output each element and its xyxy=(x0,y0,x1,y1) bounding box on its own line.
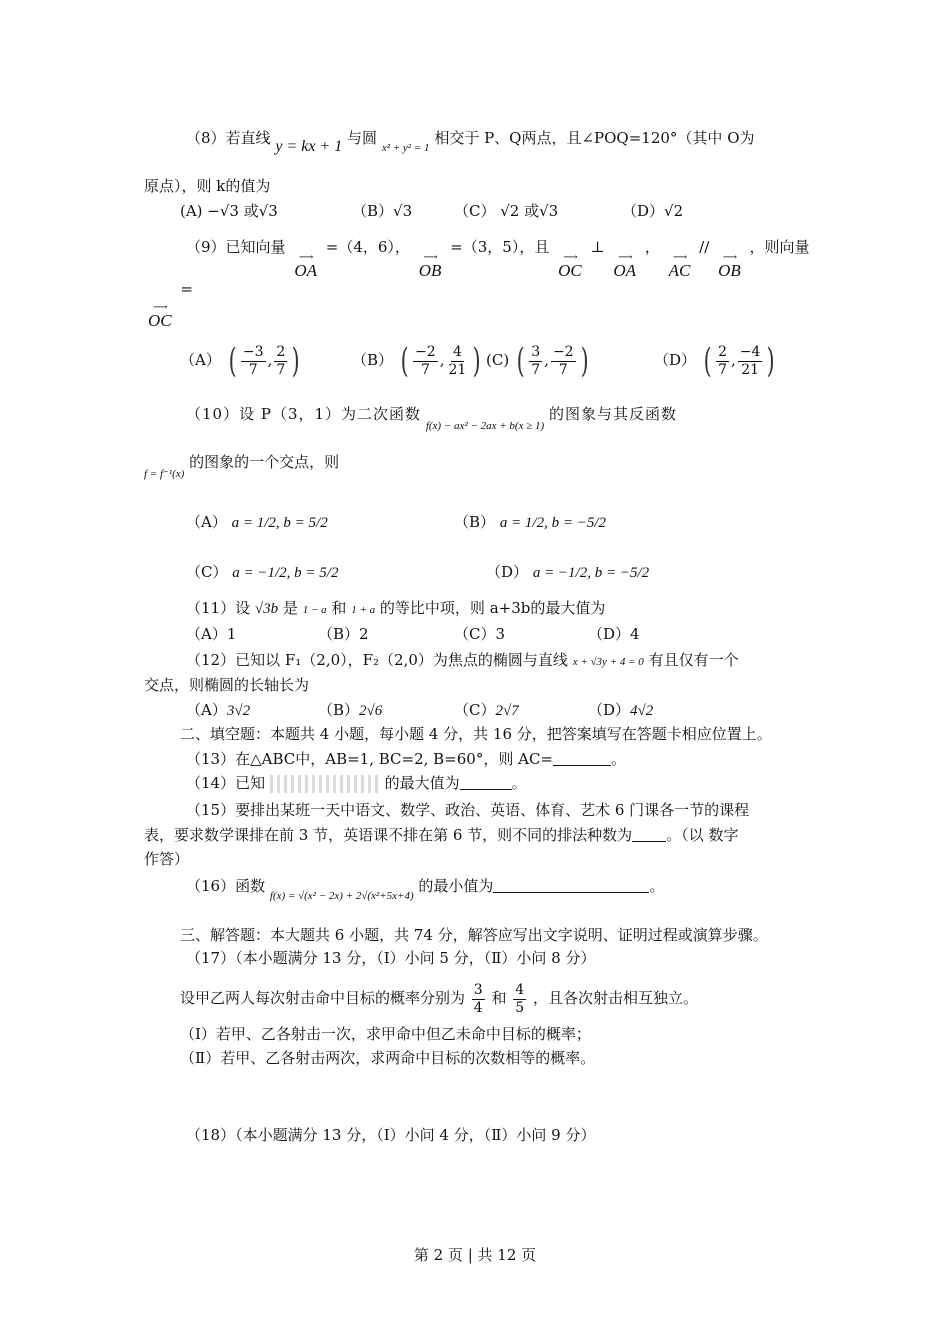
q14-line xyxy=(186,773,527,793)
q9-c-frac1 xyxy=(529,344,542,379)
q13-line xyxy=(186,749,626,769)
q11-term2: 1 + a xyxy=(351,604,376,616)
q16-text-b: 的最小值为 xyxy=(418,877,494,895)
q10-line1 xyxy=(186,404,677,432)
q17-body-b: ，且各次射击相互独立。 xyxy=(533,989,699,1007)
q9-b-d2: 21 xyxy=(448,361,467,378)
q16-end: 。 xyxy=(649,877,665,895)
q17-f1-den: 4 xyxy=(473,999,483,1016)
q9-a-n2: 2 xyxy=(276,343,286,360)
q9-oc2-label: OC xyxy=(148,311,172,330)
q9-d-d1: 7 xyxy=(718,361,727,378)
q17-fraction-2 xyxy=(513,982,526,1017)
q9-d-label: （D） xyxy=(654,351,697,369)
q17-fraction-1 xyxy=(472,982,485,1017)
q17-f2-num: 4 xyxy=(515,981,525,998)
q12-d-value: 4√2 xyxy=(630,703,654,719)
q12-line-equation: x + √3y + 4 = 0 xyxy=(572,656,644,668)
q9-a-n1: −3 xyxy=(242,343,264,360)
q8-line-equation: y = kx + 1 xyxy=(275,138,343,155)
q17-f2-den: 5 xyxy=(515,999,525,1016)
q10-b-math: a = 1/2, b = −5/2 xyxy=(499,515,607,531)
q11-option-d: （D）4 xyxy=(588,625,640,643)
q8-option-d: （D）√2 xyxy=(622,202,684,220)
q9-vector-oc: ⟶ OC xyxy=(558,252,582,280)
q12-text-b: 有且仅有一个 xyxy=(648,651,739,669)
q15-text-a: 表，要求数学课排在前 3 节，英语课不排在第 6 节，则不同的排法种数为 xyxy=(144,826,633,844)
q16-text-a: （16）函数 xyxy=(186,877,266,895)
q14-text-a: （14）已知 xyxy=(186,774,266,792)
q16-answer-blank xyxy=(493,878,649,893)
q10-c-math: a = −1/2, b = 5/2 xyxy=(232,565,339,581)
q11-option-c: （C）3 xyxy=(454,625,506,643)
q9-suffix: ，则向量 xyxy=(749,238,810,256)
q11-term1: 1 − a xyxy=(302,604,327,616)
q9-ob-value: =（3，5），且 xyxy=(450,238,550,256)
q10-inverse: f = f⁻¹(x) xyxy=(144,468,185,480)
q11-line1 xyxy=(186,598,605,620)
q16-line xyxy=(186,876,665,902)
q10-d-label: （D） xyxy=(486,563,529,581)
q15-line3: 作答） xyxy=(144,850,190,868)
q17-header: （17）（本小题满分 13 分，（Ⅰ）小问 5 分，（Ⅱ）小问 8 分） xyxy=(186,949,596,967)
q13-end: 。 xyxy=(611,750,627,768)
q9-c-d1: 7 xyxy=(531,361,541,378)
q9-option-a: （A） ( $\frac{-3}{7}$ , $\frac{2}{7}$ ) xyxy=(180,341,300,381)
q9-a-label: （A） xyxy=(180,351,221,369)
q9-vector-ac: ⟶ AC xyxy=(668,252,691,280)
q14-answer-blank xyxy=(460,775,512,790)
q12-line1 xyxy=(186,650,739,672)
q10-suffix: 的图象与其反函数 xyxy=(548,405,677,423)
q11-option-a: （A）1 xyxy=(186,625,237,643)
q9-d-n1: 2 xyxy=(718,343,727,360)
q17-body xyxy=(180,978,698,1018)
q10-line2-text: 的图象的一个交点，则 xyxy=(189,453,340,471)
q10-c-label: （C） xyxy=(186,563,228,581)
q9-a-d2: 7 xyxy=(276,361,286,378)
q12-text-a: （12）已知以 F₁（2,0），F₂（2,0）为焦点的椭圆与直线 xyxy=(186,651,568,669)
q9-c-frac2 xyxy=(551,344,576,379)
q9-d-frac1 xyxy=(716,344,729,379)
q8-text-a: （8）若直线 xyxy=(186,129,271,147)
q9-b-frac2 xyxy=(447,344,469,379)
q10-a-math: a = 1/2, b = 5/2 xyxy=(231,515,328,531)
q18-header: （18）（本小题满分 13 分，（Ⅰ）小问 4 分，（Ⅱ）小问 9 分） xyxy=(186,1126,596,1144)
q13-text: （13）在△ABC中，AB=1, BC=2, B=60°，则 AC= xyxy=(186,750,553,768)
section3-heading: 三、解答题：本大题共 6 小题，共 74 分，解答应写出文字说明、证明过程或演算步骤。 xyxy=(180,926,768,944)
q9-equals: = xyxy=(180,280,193,298)
q9-d-frac2 xyxy=(738,344,763,379)
q8-text-c: 相交于 P、Q两点，且∠POQ=120°（其中 O为 xyxy=(434,129,755,147)
q17-part1: （Ⅰ）若甲、乙各射击一次，求甲命中但乙未命中目标的概率； xyxy=(180,1025,591,1043)
q16-function: f(x) = √(x² − 2x) + 2√(x²+5x+4) xyxy=(269,890,414,902)
q9-line1 xyxy=(186,232,810,280)
q10-prefix: （10）设 P（3，1）为二次函数 xyxy=(186,405,422,423)
q12-c-value: 2√7 xyxy=(495,703,519,719)
q9-ob2-label: OB xyxy=(718,261,741,280)
q9-b-n2: 4 xyxy=(452,343,462,360)
q10-d-math: a = −1/2, b = −5/2 xyxy=(532,565,650,581)
q9-prefix: （9）已知向量 xyxy=(186,238,286,256)
q9-oc-label: OC xyxy=(558,261,582,280)
q11-option-b: （B）2 xyxy=(318,625,369,643)
q12-a-value: 3√2 xyxy=(226,703,251,719)
q9-vector-oa: ⟶ OA xyxy=(294,252,317,280)
q10-option-d xyxy=(486,562,649,583)
q9-c-label: (C) xyxy=(486,351,510,369)
q8-option-b: （B）√3 xyxy=(352,202,413,220)
q10-b-label: （B） xyxy=(454,513,496,531)
q8-circle-equation: x² + y² = 1 xyxy=(381,142,430,154)
q17-part2: （Ⅱ）若甲、乙各射击两次，求两命中目标的次数相等的概率。 xyxy=(180,1049,596,1067)
q9-option-d: （D） ( $\frac{2}{7}$ , $\frac{-4}{21}$ ) xyxy=(654,341,776,381)
q12-option-c xyxy=(454,700,519,721)
q11-text-b: 是 xyxy=(282,599,298,617)
q9-b-d1: 7 xyxy=(420,361,430,378)
q9-option-c: (C) ( $\frac{3}{7}$ , $\frac{-2}{7}$ ) xyxy=(486,341,589,381)
q12-d-label: （D） xyxy=(588,701,631,719)
q17-and: 和 xyxy=(491,989,507,1007)
q10-function: f(x) − ax² − 2ax + b(x ≥ 1) xyxy=(425,420,545,432)
q9-c-d2: 7 xyxy=(558,361,568,378)
q9-vector-ob: ⟶ OB xyxy=(418,252,442,280)
q9-b-n1: −2 xyxy=(415,343,436,360)
q9-line2 xyxy=(144,282,193,330)
q12-a-label: （A） xyxy=(186,701,227,719)
q9-c-n1: 3 xyxy=(531,343,541,360)
q9-b-frac1 xyxy=(413,344,438,379)
q12-line2: 交点，则椭圆的长轴长为 xyxy=(144,676,310,694)
q12-option-a xyxy=(186,700,250,721)
q11-text-d: 的等比中项，则 a+3b的最大值为 xyxy=(379,599,606,617)
q14-obscured-constraints xyxy=(270,775,380,793)
q9-oa2-label: OA xyxy=(613,261,637,280)
q9-vector-oa2: ⟶ OA xyxy=(613,252,637,280)
q11-sqrt3b: √3b xyxy=(254,601,279,617)
q9-ac-label: AC xyxy=(668,261,691,280)
q9-a-frac2 xyxy=(274,344,287,379)
q9-vector-oc2: ⟶ OC xyxy=(148,302,172,330)
q9-oa-value: =（4，6）， xyxy=(325,238,410,256)
q9-vector-ob2: ⟶ OB xyxy=(718,252,741,280)
q9-option-b: （B） ( $\frac{-2}{7}$ , $\frac{4}{21}$ ) xyxy=(352,341,481,381)
q8-text-b: 与圆 xyxy=(347,129,378,147)
q12-b-label: （B） xyxy=(318,701,360,719)
q10-line2 xyxy=(144,452,340,480)
q15-answer-blank xyxy=(632,827,666,842)
q10-option-a xyxy=(186,512,328,533)
q11-text-a: （11）设 xyxy=(186,599,251,617)
q9-oa-label: OA xyxy=(294,261,317,280)
q8-line1 xyxy=(186,128,755,155)
q8-line2: 原点），则 k的值为 xyxy=(144,177,271,195)
q9-a-frac1 xyxy=(241,344,266,379)
q14-text-b: 的最大值为 xyxy=(384,774,460,792)
q13-answer-blank xyxy=(553,751,611,766)
q14-end: 。 xyxy=(511,774,527,792)
q10-a-label: （A） xyxy=(186,513,227,531)
q9-d-n2: −4 xyxy=(739,343,761,360)
q17-body-a: 设甲乙两人每次射击命中目标的概率分别为 xyxy=(180,989,466,1007)
q15-line1: （15）要排出某班一天中语文、数学、政治、英语、体育、艺术 6 门课各一节的课程 xyxy=(186,801,750,819)
q12-option-b xyxy=(318,700,382,721)
q9-comma: ， xyxy=(644,238,660,256)
q11-text-c: 和 xyxy=(331,599,347,617)
q9-perp-symbol: ⊥ xyxy=(590,238,605,256)
q9-b-label: （B） xyxy=(352,351,394,369)
q9-a-d1: 7 xyxy=(248,361,258,378)
q10-option-b xyxy=(454,512,606,533)
q9-c-n2: −2 xyxy=(552,343,574,360)
q12-b-value: 2√6 xyxy=(359,703,383,719)
q10-option-c xyxy=(186,562,338,583)
page-footer: 第 2 页 | 共 12 页 xyxy=(413,1246,537,1264)
q9-d-d2: 21 xyxy=(741,361,760,378)
q15-line2 xyxy=(144,825,738,845)
q8-option-a: (A) −√3 或√3 xyxy=(180,202,278,220)
q9-ob-label: OB xyxy=(418,261,442,280)
q12-option-d xyxy=(588,700,653,721)
q17-f1-num: 3 xyxy=(473,981,483,998)
q12-c-label: （C） xyxy=(454,701,496,719)
q9-parallel-symbol: // xyxy=(699,238,710,256)
q15-text-b: 。（以 数字 xyxy=(666,826,739,844)
q8-option-c: （C） √2 或√3 xyxy=(454,202,559,220)
section2-heading: 二、填空题：本题共 4 小题，每小题 4 分，共 16 分，把答案填写在答题卡相应位置上。 xyxy=(180,725,772,743)
